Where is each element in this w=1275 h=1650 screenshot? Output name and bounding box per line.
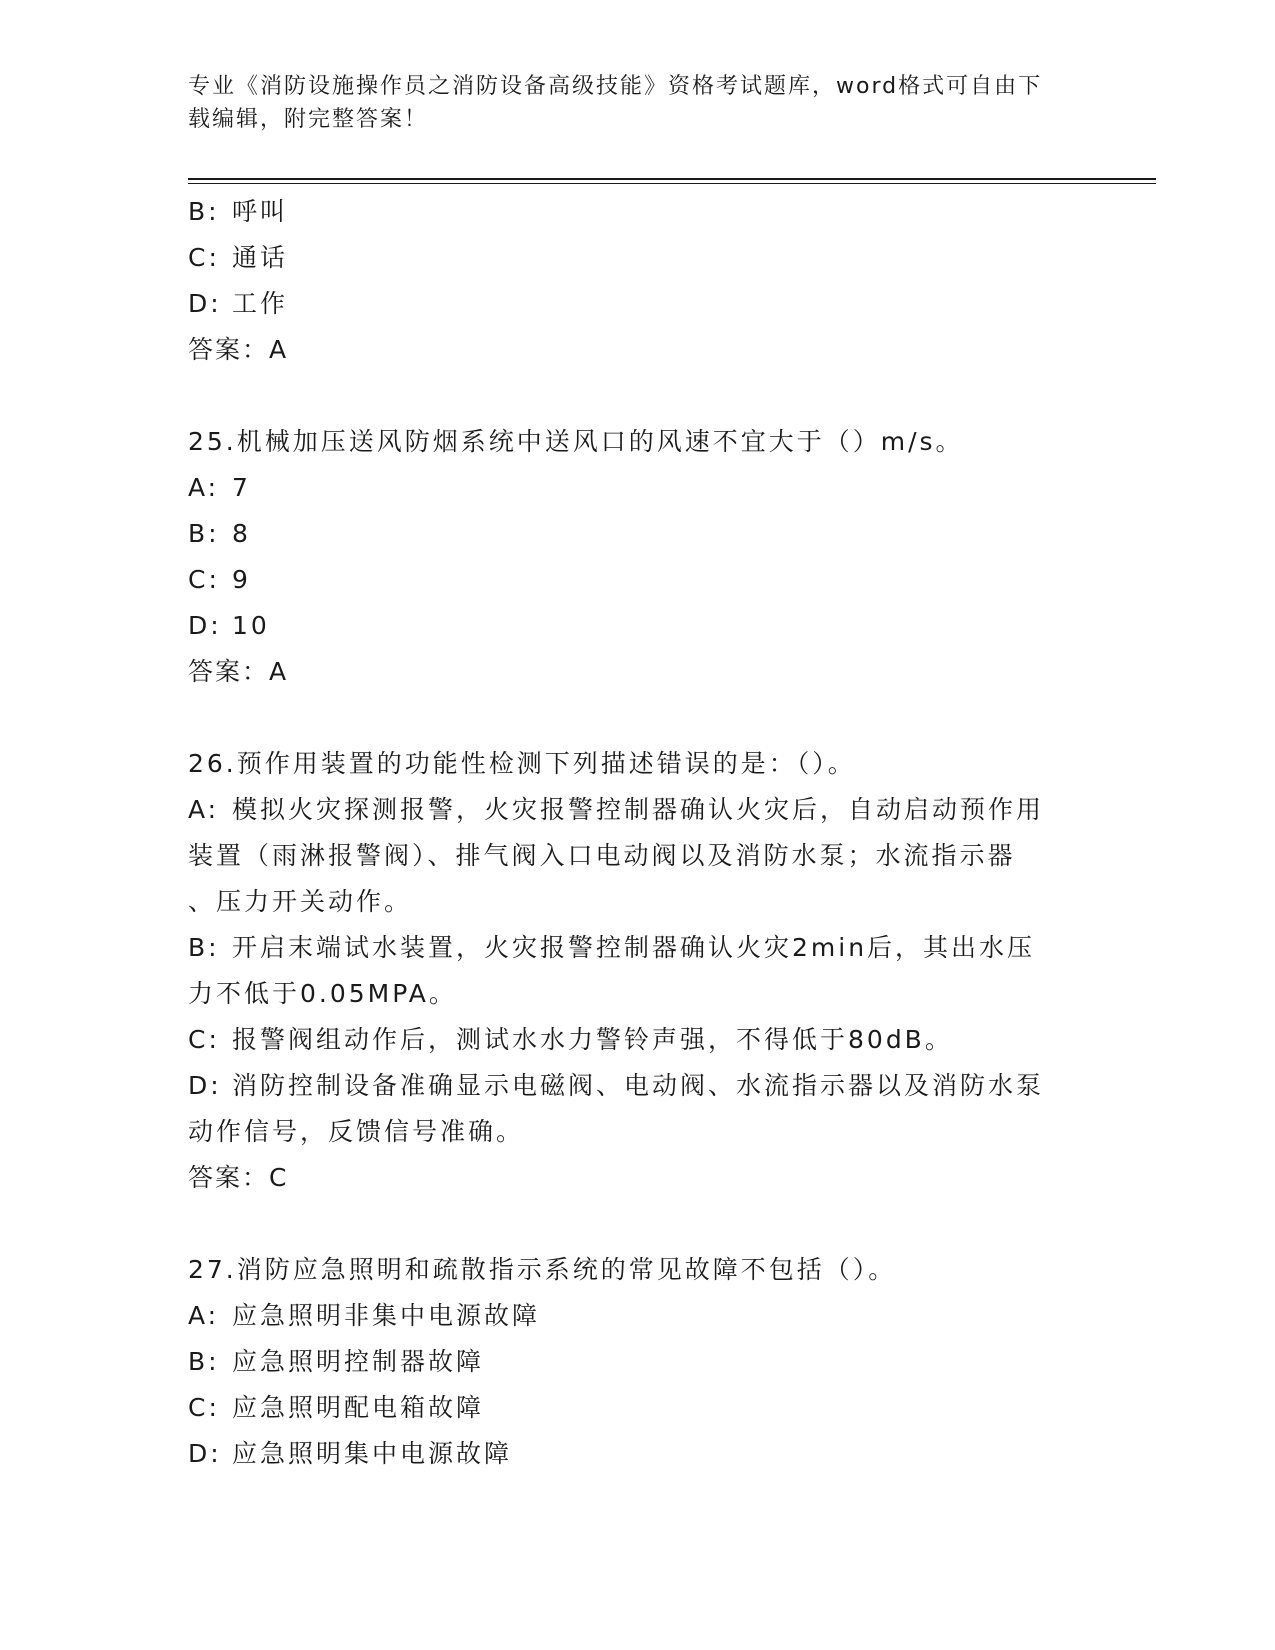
option-letter: B:: [188, 933, 220, 962]
answer: 答案：A: [188, 657, 289, 686]
option-text: 应急照明控制器故障: [232, 1347, 485, 1376]
option-a: [188, 787, 1088, 833]
page-header: [188, 70, 1088, 136]
option-text: 开启末端试水装置，火灾报警控制器确认火灾2min后，其出水压: [232, 933, 1036, 962]
option-a-continued: 、压力开关动作。: [188, 887, 413, 916]
option-a-continued: 装置（雨淋报警阀）、排气阀入口电动阀以及消防水泵；水流指示器: [188, 841, 1016, 870]
option-b: [188, 1339, 1088, 1385]
question-stem: 27.消防应急照明和疏散指示系统的常见故障不包括（）。: [188, 1255, 897, 1284]
spacer: [188, 1201, 1088, 1247]
option-letter: D:: [188, 289, 222, 318]
option-letter: C:: [188, 1393, 220, 1422]
option-letter: D:: [188, 1439, 222, 1468]
option-text: 呼叫: [232, 197, 289, 226]
option-text: 应急照明配电箱故障: [232, 1393, 485, 1422]
option-letter: C:: [188, 1025, 220, 1054]
option-a: [188, 1293, 1088, 1339]
option-d: [188, 281, 1088, 327]
header-line-2: 载编辑，附完整答案！: [188, 107, 429, 132]
option-letter: B:: [188, 1347, 220, 1376]
question-list: [188, 189, 1088, 1477]
option-text: 应急照明集中电源故障: [232, 1439, 513, 1468]
option-b: [188, 189, 1088, 235]
option-c: [188, 1017, 1088, 1063]
option-text: 工作: [232, 289, 289, 318]
option-b-continued: 力不低于0.05MPA。: [188, 979, 457, 1008]
spacer: [188, 373, 1088, 419]
option-d: [188, 1063, 1088, 1109]
option-text: 报警阀组动作后，测试水水力警铃声强，不得低于80dB。: [232, 1025, 953, 1054]
option-d: [188, 1431, 1088, 1477]
option-letter: A:: [188, 473, 220, 502]
option-text: 9: [232, 565, 251, 594]
question-stem: 26.预作用装置的功能性检测下列描述错误的是：（）。: [188, 749, 856, 778]
option-text: 消防控制设备准确显示电磁阀、电动阀、水流指示器以及消防水泵: [232, 1071, 1045, 1100]
spacer: [188, 695, 1088, 741]
option-letter: C:: [188, 243, 220, 272]
option-c: [188, 235, 1088, 281]
option-c: [188, 557, 1088, 603]
option-text: 10: [232, 611, 270, 640]
option-letter: A:: [188, 795, 220, 824]
option-b: [188, 511, 1088, 557]
option-a: [188, 465, 1088, 511]
answer: 答案：A: [188, 335, 289, 364]
option-letter: B:: [188, 197, 220, 226]
option-text: 应急照明非集中电源故障: [232, 1301, 541, 1330]
question-stem: 25.机械加压送风防烟系统中送风口的风速不宜大于（）m/s。: [188, 427, 964, 456]
header-divider-thin: [188, 183, 1156, 184]
option-d: [188, 603, 1088, 649]
option-text: 通话: [232, 243, 289, 272]
header-line-1: 专业《消防设施操作员之消防设备高级技能》资格考试题库，word格式可自由下: [188, 74, 1043, 99]
option-b: [188, 925, 1088, 971]
answer: 答案：C: [188, 1163, 289, 1192]
option-letter: C:: [188, 565, 220, 594]
option-text: 7: [232, 473, 251, 502]
option-letter: B:: [188, 519, 220, 548]
option-c: [188, 1385, 1088, 1431]
option-text: 8: [232, 519, 251, 548]
option-d-continued: 动作信号，反馈信号准确。: [188, 1117, 525, 1146]
option-letter: A:: [188, 1301, 220, 1330]
header-divider-thick: [188, 178, 1156, 180]
option-letter: D:: [188, 1071, 222, 1100]
option-text: 模拟火灾探测报警，火灾报警控制器确认火灾后，自动启动预作用: [232, 795, 1045, 824]
option-letter: D:: [188, 611, 222, 640]
